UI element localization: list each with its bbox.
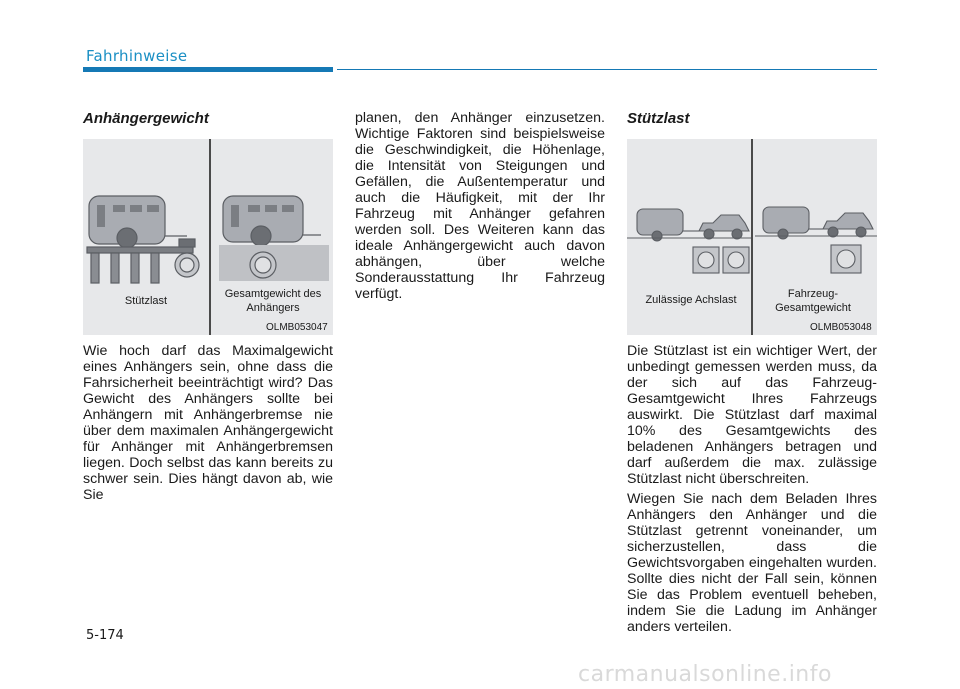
paragraph-middle: planen, den Anhänger einzusetzen. Wichtige Faktoren sind beispielsweise die Geschwindigkeit, die Höhenlage, die Intensität von Steigungen und Gefällen, die Außentemperatur und auch die Häufigkeit, mit der Ihr Fahrzeug mit Anhänger gefahren werden soll. Des Weiteren kann das ideale Anhängergewicht auch davon abhängen, über welche Sonderausstattung Ihr Fahrzeug verfügt. bbox=[355, 110, 605, 302]
heading-anhaengergewicht: Anhängergewicht bbox=[83, 110, 209, 127]
heading-stuetzlast: Stützlast bbox=[627, 110, 690, 127]
header-rule-thin bbox=[337, 69, 877, 70]
watermark: carmanualsonline.info bbox=[578, 662, 832, 687]
page-number: 5-174 bbox=[86, 628, 124, 643]
caption-gesamtgewicht-anhaenger: Gesamtgewicht des Anhängers bbox=[224, 288, 322, 314]
figure-tongue-load bbox=[627, 139, 877, 335]
paragraph-left: Wie hoch darf das Maximalgewicht eines Anhängers sein, ohne dass die Fahrsicherheit beeinträchtigt wird? Das Gewicht des Anhängers sollte bei Anhängern mit Anhängerbremse nie über dem maximalen Anhängergewicht für Anhänger mit Anhängerbremsen liegen. Doch selbst das kann bereits zu schwer sein. Dies hängt davon ab, wie Sie bbox=[83, 343, 333, 503]
caption-fahrzeug-gesamtgewicht: Fahrzeug-Gesamtgewicht bbox=[775, 288, 851, 314]
figure-code-left: OLMB053047 bbox=[266, 322, 328, 333]
caption-stuetzlast: Stützlast bbox=[124, 295, 168, 307]
caption-zulaessige-achslast: Zulässige Achslast bbox=[645, 294, 737, 306]
figure-code-right: OLMB053048 bbox=[810, 322, 872, 333]
paragraph-right-1: Die Stützlast ist ein wichtiger Wert, der unbedingt gemessen werden muss, da der sich auf das Fahrzeug-Gesamtgewicht Ihres Fahrzeugs auswirkt. Die Stützlast darf maximal 10% des Gesamtgewichts des beladenen Anhängers betragen und darf außerdem die max. zulässige Stützlast nicht überschreiten. bbox=[627, 343, 877, 487]
header-rule-thick bbox=[83, 67, 333, 72]
section-title: Fahrhinweise bbox=[86, 47, 188, 65]
paragraph-right-2: Wiegen Sie nach dem Beladen Ihres Anhängers den Anhänger und die Stützlast getrennt voneinander, um sicherzustellen, dass die Gewichtsvorgaben eingehalten wurden. Sollte dies nicht der Fall sein, können Sie das Problem eventuell beheben, indem Sie die Ladung im Anhänger anders verteilen. bbox=[627, 491, 877, 635]
figure-trailer-weight bbox=[83, 139, 333, 335]
